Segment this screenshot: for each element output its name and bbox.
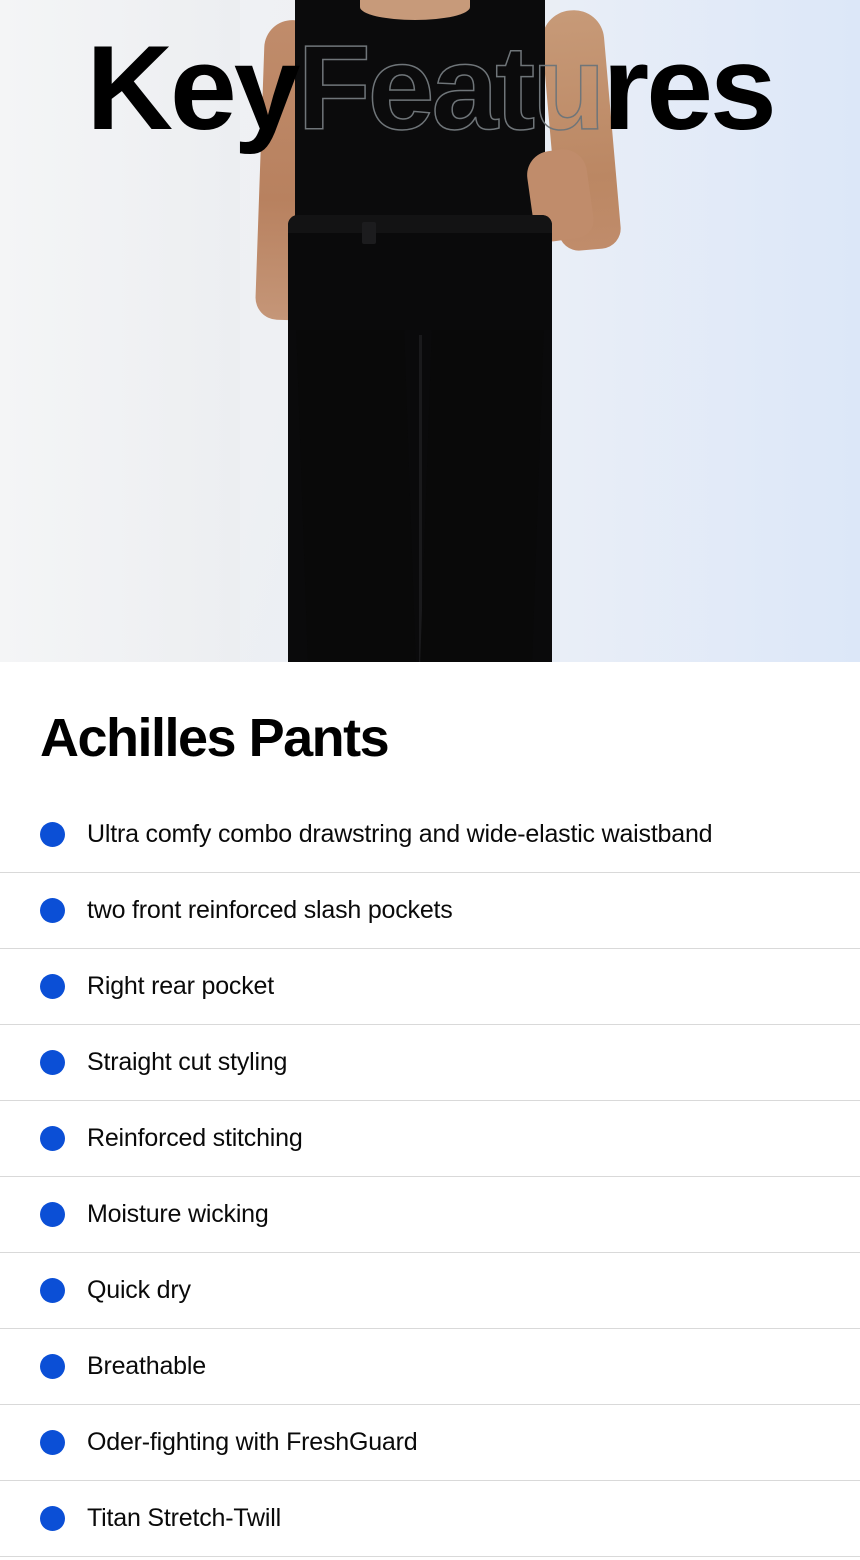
list-item <box>0 1101 860 1177</box>
feature-text: Moisture wicking <box>87 1200 269 1229</box>
bullet-dot-icon <box>40 1278 65 1303</box>
list-item <box>0 797 860 873</box>
feature-text: Quick dry <box>87 1276 191 1305</box>
list-item <box>0 1405 860 1481</box>
bullet-dot-icon <box>40 898 65 923</box>
hero-title-solid-end: res <box>602 21 774 155</box>
feature-list <box>0 797 860 1557</box>
bullet-dot-icon <box>40 1430 65 1455</box>
bullet-dot-icon <box>40 1354 65 1379</box>
page-title: Achilles Pants <box>40 708 389 768</box>
feature-text: Reinforced stitching <box>87 1124 303 1153</box>
content-section <box>0 662 860 1557</box>
model-torso-shirt <box>295 0 545 225</box>
bullet-dot-icon <box>40 1202 65 1227</box>
feature-text: two front reinforced slash pockets <box>87 896 453 925</box>
feature-text: Oder-fighting with FreshGuard <box>87 1428 418 1457</box>
pants-left-leg <box>296 330 416 662</box>
list-item <box>0 1025 860 1101</box>
feature-text: Breathable <box>87 1352 206 1381</box>
pants-right-leg <box>420 330 544 662</box>
list-item <box>0 873 860 949</box>
feature-text: Right rear pocket <box>87 972 274 1001</box>
hero-section <box>0 0 860 662</box>
bullet-dot-icon <box>40 1050 65 1075</box>
list-item <box>0 1329 860 1405</box>
feature-text: Ultra comfy combo drawstring and wide-elastic waistband <box>87 820 713 849</box>
hero-background-left <box>0 0 240 662</box>
feature-text: Titan Stretch-Twill <box>87 1504 281 1533</box>
bullet-dot-icon <box>40 1126 65 1151</box>
model-photo <box>240 0 620 662</box>
bullet-dot-icon <box>40 974 65 999</box>
list-item <box>0 1177 860 1253</box>
bullet-dot-icon <box>40 1506 65 1531</box>
list-item <box>0 949 860 1025</box>
hero-title-solid-start: Key <box>86 21 298 155</box>
feature-text: Straight cut styling <box>87 1048 288 1077</box>
pants-fly-detail <box>362 222 376 244</box>
bullet-dot-icon <box>40 822 65 847</box>
list-item <box>0 1253 860 1329</box>
list-item <box>0 1481 860 1557</box>
